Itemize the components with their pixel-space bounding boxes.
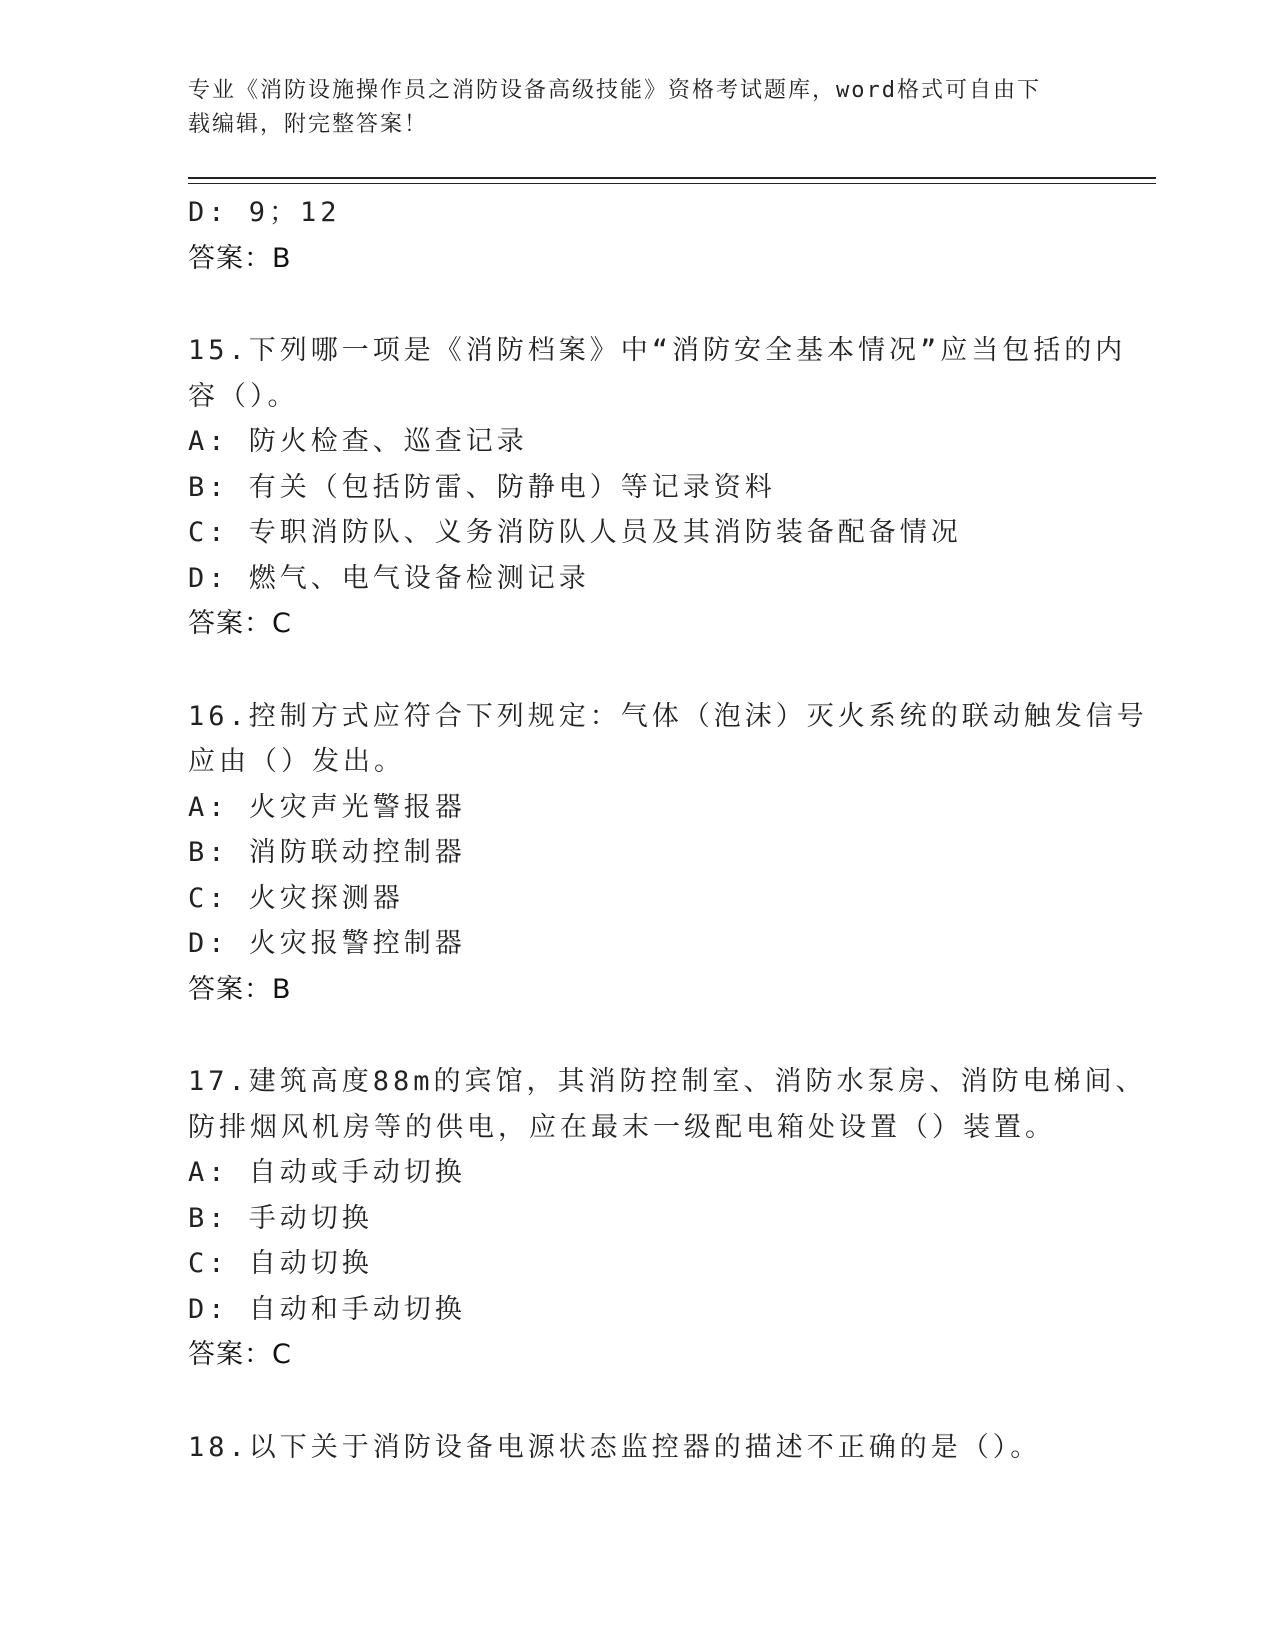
answer-line: 答案：C — [188, 1339, 292, 1370]
answer-line: 答案：B — [188, 973, 292, 1005]
option-c: C: 火灾探测器 — [188, 882, 404, 914]
option-d: D: 燃气、电气设备检测记录 — [188, 562, 590, 594]
option-c: C: 专职消防队、义务消防队人员及其消防装备配备情况 — [188, 517, 962, 548]
question-17 — [188, 1059, 1147, 1378]
option-b: B: 消防联动控制器 — [188, 837, 466, 868]
prev-question-answer: 答案：B — [188, 242, 292, 274]
question-list — [188, 190, 1148, 1470]
document-header — [188, 74, 1068, 142]
question-16 — [188, 694, 1148, 1013]
question-stem-line-2: 应由（）发出。 — [188, 746, 405, 777]
question-stem-line-2: 容（）。 — [188, 380, 299, 412]
option-c: C: 自动切换 — [188, 1248, 373, 1279]
option-a: A: 火灾声光警报器 — [188, 791, 466, 823]
question-stem-line-1: 16.控制方式应符合下列规定：气体（泡沫）灭火系统的联动触发信号 — [188, 700, 1148, 732]
option-a: A: 防火检查、巡查记录 — [188, 426, 528, 457]
question-stem-line-1: 17.建筑高度88m的宾馆，其消防控制室、消防水泵房、消防电梯间、 — [188, 1066, 1147, 1097]
header-line-1: 专业《消防设施操作员之消防设备高级技能》资格考试题库，word格式可自由下 — [188, 78, 1041, 103]
header-line-2: 载编辑，附完整答案！ — [188, 112, 429, 137]
question-stem-line-1: 18.以下关于消防设备电源状态监控器的描述不正确的是（）。 — [188, 1431, 1042, 1463]
option-b: B: 手动切换 — [188, 1202, 373, 1234]
option-d: D: 自动和手动切换 — [188, 1293, 466, 1325]
answer-line: 答案：C — [188, 608, 292, 639]
question-15 — [188, 328, 1127, 647]
question-stem-line-2: 防排烟风机房等的供电，应在最末一级配电箱处设置（）装置。 — [188, 1111, 1056, 1143]
option-a: A: 自动或手动切换 — [188, 1157, 466, 1188]
question-18 — [188, 1425, 1088, 1471]
header-divider-thick — [188, 177, 1156, 179]
header-divider-thin — [188, 183, 1156, 184]
prev-question-option-d: D: 9；12 — [188, 197, 341, 228]
question-stem-line-1: 15.下列哪一项是《消防档案》中“消防安全基本情况”应当包括的内 — [188, 335, 1127, 366]
option-b: B: 有关（包括防雷、防静电）等记录资料 — [188, 471, 776, 503]
option-d: D: 火灾报警控制器 — [188, 928, 466, 959]
